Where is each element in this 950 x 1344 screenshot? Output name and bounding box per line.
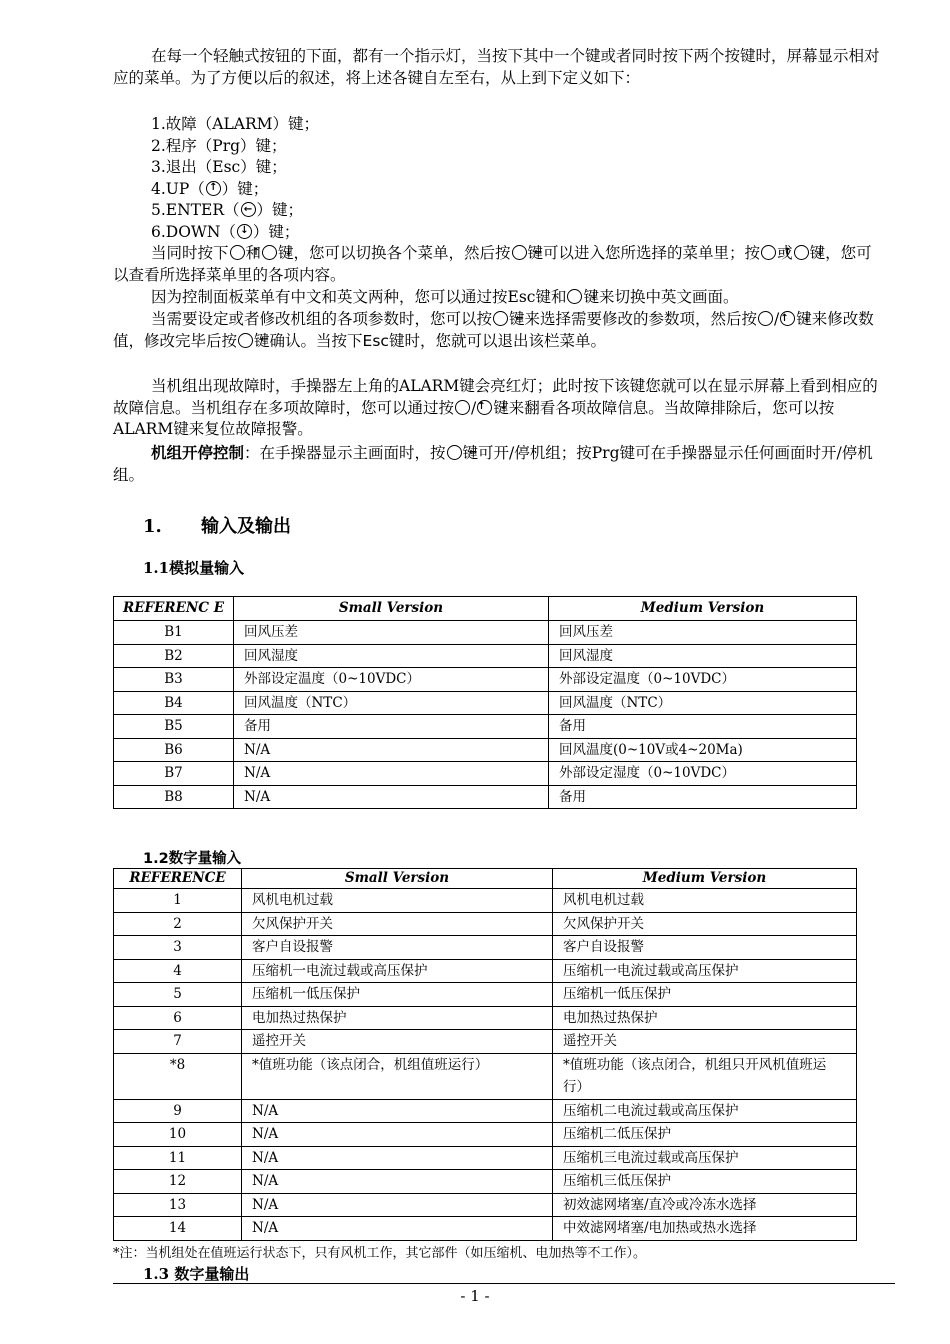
table-row bbox=[114, 1170, 857, 1194]
cell-small-version: 压缩机一电流过载或高压保护 bbox=[242, 959, 553, 983]
enter-arrow-icon bbox=[512, 245, 527, 260]
cell-reference: 13 bbox=[114, 1193, 242, 1217]
down-arrow-icon bbox=[477, 400, 492, 415]
table-row bbox=[114, 738, 857, 762]
cell-small-version: 遥控开关 bbox=[242, 1030, 553, 1054]
table-row bbox=[114, 1193, 857, 1217]
cell-reference: 1 bbox=[114, 889, 242, 913]
text: 键来选择需要修改的参数项，然后按 bbox=[509, 310, 758, 328]
cell-reference: B6 bbox=[114, 738, 234, 762]
intro-paragraph: 在每一个轻触式按钮的下面，都有一个指示灯，当按下其中一个键或者同时按下两个按键时，屏幕显示相对应的菜单。为了方便以后的叙述，将上述各键自左至右，从上到下定义如下： bbox=[113, 47, 880, 87]
text: 键来切换中英文画面。 bbox=[583, 288, 739, 306]
up-arrow-icon bbox=[206, 181, 221, 196]
cell-reference: 6 bbox=[114, 1006, 242, 1030]
cell-small-version: 外部设定温度（0~10VDC） bbox=[234, 668, 549, 692]
cell-small-version: 客户自设报警 bbox=[242, 936, 553, 960]
switch-menu-paragraph bbox=[113, 243, 881, 286]
text: 键来翻看各项故障信息。当故障排除后，您可以按ALARM键来复位故障报警。 bbox=[113, 398, 835, 438]
cell-small-version: 欠风保护开关 bbox=[242, 912, 553, 936]
text: 因为控制面板菜单有中文和英文两种，您可以通过按Esc键和 bbox=[151, 288, 567, 306]
table-row bbox=[114, 668, 857, 692]
table-row bbox=[114, 785, 857, 809]
cell-medium-version: 压缩机一电流过载或高压保护 bbox=[553, 959, 857, 983]
table-row bbox=[114, 621, 857, 645]
text: / bbox=[774, 310, 780, 328]
column-header-reference: REFERENCE bbox=[114, 869, 242, 889]
cell-medium-version: 客户自设报警 bbox=[553, 936, 857, 960]
settings-paragraph bbox=[113, 309, 881, 352]
text: 和 bbox=[245, 244, 262, 262]
cell-reference: B8 bbox=[114, 785, 234, 809]
text: ：在手操器显示主画面时，按 bbox=[244, 444, 446, 462]
text: 键可以进入您所选择的菜单里；按 bbox=[527, 244, 761, 262]
text: 当机组出现故障时，手操器左上角的ALARM键会亮红灯；此时按下该键您就可以在显示屏幕上看到相应的故障信息。当机组存在多项故障时，您可以通过按 bbox=[113, 377, 878, 417]
key-suffix: ）键； bbox=[252, 222, 300, 241]
cell-reference: B5 bbox=[114, 715, 234, 739]
cell-reference: *8 bbox=[114, 1053, 242, 1099]
table-row bbox=[114, 889, 857, 913]
cell-medium-version: 压缩机二电流过载或高压保护 bbox=[553, 1099, 857, 1123]
section-heading-digital-output: 1.3 数字量输出 bbox=[143, 1265, 250, 1283]
cell-reference: 7 bbox=[114, 1030, 242, 1054]
text: 当需要设定或者修改机组的各项参数时，您可以按 bbox=[151, 310, 493, 328]
cell-medium-version: 欠风保护开关 bbox=[553, 912, 857, 936]
cell-reference: 11 bbox=[114, 1146, 242, 1170]
section-number: 1. bbox=[143, 516, 162, 537]
column-header-small: Small Version bbox=[234, 597, 549, 621]
key-item-enter bbox=[151, 200, 303, 222]
cell-medium-version: *值班功能（该点闭合，机组只开风机值班运行） bbox=[553, 1053, 857, 1099]
digital-input-table bbox=[113, 868, 857, 1241]
table-row bbox=[114, 691, 857, 715]
key-item-alarm: 1.故障（ALARM）键； bbox=[151, 115, 320, 133]
page-number: - 1 - bbox=[460, 1287, 490, 1305]
cell-small-version: N/A bbox=[242, 1099, 553, 1123]
text: 当同时按下 bbox=[151, 244, 229, 262]
column-header-small: Small Version bbox=[242, 869, 553, 889]
cell-reference: 9 bbox=[114, 1099, 242, 1123]
key-item-prg: 2.程序（Prg）键； bbox=[151, 136, 287, 155]
table-row bbox=[114, 983, 857, 1007]
cell-medium-version: 电加热过热保护 bbox=[553, 1006, 857, 1030]
table-row bbox=[114, 1146, 857, 1170]
cell-reference: B1 bbox=[114, 621, 234, 645]
cell-medium-version: 压缩机一低压保护 bbox=[553, 983, 857, 1007]
cell-small-version: N/A bbox=[242, 1170, 553, 1194]
cell-reference: B2 bbox=[114, 644, 234, 668]
table-row bbox=[114, 936, 857, 960]
text: 或 bbox=[777, 244, 793, 262]
cell-small-version: 风机电机过载 bbox=[242, 889, 553, 913]
cell-medium-version: 中效滤网堵塞/电加热或热水选择 bbox=[553, 1217, 857, 1241]
enter-arrow-icon bbox=[238, 333, 253, 348]
table-row bbox=[114, 912, 857, 936]
footnote: *注：当机组处在值班运行状态下，只有风机工作，其它部件（如压缩机、电加热等不工作）。 bbox=[113, 1246, 647, 1261]
key-item-down-label: 6.DOWN（ bbox=[151, 222, 236, 241]
cell-reference: B3 bbox=[114, 668, 234, 692]
cell-medium-version: 备用 bbox=[549, 785, 857, 809]
cell-reference: 4 bbox=[114, 959, 242, 983]
key-item-up-label: 4.UP（ bbox=[151, 179, 205, 198]
key-item-enter-label: 5.ENTER（ bbox=[151, 201, 240, 219]
cell-small-version: N/A bbox=[234, 738, 549, 762]
key-item-down bbox=[151, 222, 299, 244]
key-suffix: ）键； bbox=[221, 179, 269, 198]
table-row bbox=[114, 1099, 857, 1123]
onoff-paragraph bbox=[113, 442, 881, 486]
cell-medium-version: 回风压差 bbox=[549, 621, 857, 645]
language-paragraph bbox=[113, 287, 881, 309]
alarm-paragraph bbox=[113, 376, 881, 441]
cell-medium-version: 遥控开关 bbox=[553, 1030, 857, 1054]
cell-medium-version: 备用 bbox=[549, 715, 857, 739]
down-arrow-icon bbox=[237, 224, 252, 239]
cell-medium-version: 初效滤网堵塞/直冷或冷冻水选择 bbox=[553, 1193, 857, 1217]
enter-arrow-icon bbox=[493, 311, 508, 326]
down-arrow-icon bbox=[262, 245, 277, 260]
cell-medium-version: 压缩机三电流过载或高压保护 bbox=[553, 1146, 857, 1170]
text: 键来修改数值，修改完毕后按 bbox=[113, 310, 874, 350]
cell-small-version: 回风湿度 bbox=[234, 644, 549, 668]
table-row bbox=[114, 1006, 857, 1030]
table-row bbox=[114, 1053, 857, 1099]
cell-small-version: N/A bbox=[242, 1123, 553, 1147]
section-heading-digital-input: 1.2数字量输入 bbox=[143, 851, 242, 867]
section-heading-analog-input: 1.1模拟量输入 bbox=[143, 559, 245, 577]
analog-input-table bbox=[113, 596, 857, 809]
cell-small-version: N/A bbox=[242, 1217, 553, 1241]
cell-medium-version: 外部设定湿度（0~10VDC） bbox=[549, 762, 857, 786]
text: / bbox=[471, 398, 477, 417]
table-row bbox=[114, 959, 857, 983]
text: 键可开/停机组；按Prg键可在手操器显示任何画面时开/停机组。 bbox=[113, 444, 873, 484]
table-row bbox=[114, 1123, 857, 1147]
cell-reference: 10 bbox=[114, 1123, 242, 1147]
cell-small-version: N/A bbox=[234, 785, 549, 809]
text: 键确认。当按下 bbox=[254, 331, 363, 350]
cell-medium-version: 回风温度(0~10V或4~20Ma) bbox=[549, 738, 857, 762]
cell-reference: 12 bbox=[114, 1170, 242, 1194]
cell-small-version: N/A bbox=[234, 762, 549, 786]
enter-arrow-icon bbox=[241, 202, 256, 217]
cell-medium-version: 回风温度（NTC） bbox=[549, 691, 857, 715]
cell-medium-version: 回风湿度 bbox=[549, 644, 857, 668]
cell-reference: 14 bbox=[114, 1217, 242, 1241]
cell-small-version: 压缩机一低压保护 bbox=[242, 983, 553, 1007]
table-header-row bbox=[114, 597, 857, 621]
down-arrow-icon bbox=[780, 311, 795, 326]
column-header-reference: REFERENC E bbox=[114, 597, 234, 621]
cell-small-version: 回风温度（NTC） bbox=[234, 691, 549, 715]
cell-small-version: 电加热过热保护 bbox=[242, 1006, 553, 1030]
section-title: 输入及输出 bbox=[201, 516, 291, 537]
section-heading-io bbox=[143, 512, 291, 538]
down-arrow-icon bbox=[567, 289, 582, 304]
esc-key-label: Esc bbox=[362, 331, 389, 350]
cell-small-version: *值班功能（该点闭合，机组值班运行） bbox=[242, 1053, 553, 1099]
key-item-up bbox=[151, 179, 268, 201]
key-item-esc: 3.退出（Esc）键； bbox=[151, 158, 287, 176]
table-row bbox=[114, 1217, 857, 1241]
column-header-medium: Medium Version bbox=[553, 869, 857, 889]
cell-reference: 3 bbox=[114, 936, 242, 960]
table-row bbox=[114, 762, 857, 786]
up-arrow-icon bbox=[230, 245, 245, 260]
cell-medium-version: 外部设定温度（0~10VDC） bbox=[549, 668, 857, 692]
cell-medium-version: 压缩机三低压保护 bbox=[553, 1170, 857, 1194]
cell-small-version: N/A bbox=[242, 1146, 553, 1170]
table-row bbox=[114, 715, 857, 739]
cell-small-version: N/A bbox=[242, 1193, 553, 1217]
cell-small-version: 回风压差 bbox=[234, 621, 549, 645]
column-header-medium: Medium Version bbox=[549, 597, 857, 621]
key-suffix: ）键； bbox=[256, 201, 304, 219]
table-row bbox=[114, 644, 857, 668]
table-row bbox=[114, 1030, 857, 1054]
enter-arrow-icon bbox=[447, 445, 462, 460]
cell-reference: 2 bbox=[114, 912, 242, 936]
cell-reference: 5 bbox=[114, 983, 242, 1007]
up-arrow-icon bbox=[761, 245, 776, 260]
cell-reference: B7 bbox=[114, 762, 234, 786]
cell-small-version: 备用 bbox=[234, 715, 549, 739]
table-header-row bbox=[114, 869, 857, 889]
text: 键时，您就可以退出该栏菜单。 bbox=[388, 331, 606, 350]
down-arrow-icon bbox=[794, 245, 809, 260]
text: 键，您可以查看所选择菜单里的各项内容。 bbox=[113, 244, 872, 284]
cell-medium-version: 风机电机过载 bbox=[553, 889, 857, 913]
text: 键，您可以切换各个菜单，然后按 bbox=[278, 244, 511, 262]
cell-medium-version: 压缩机二低压保护 bbox=[553, 1123, 857, 1147]
footer-rule bbox=[113, 1283, 895, 1284]
onoff-heading: 机组开停控制 bbox=[151, 443, 245, 462]
cell-reference: B4 bbox=[114, 691, 234, 715]
